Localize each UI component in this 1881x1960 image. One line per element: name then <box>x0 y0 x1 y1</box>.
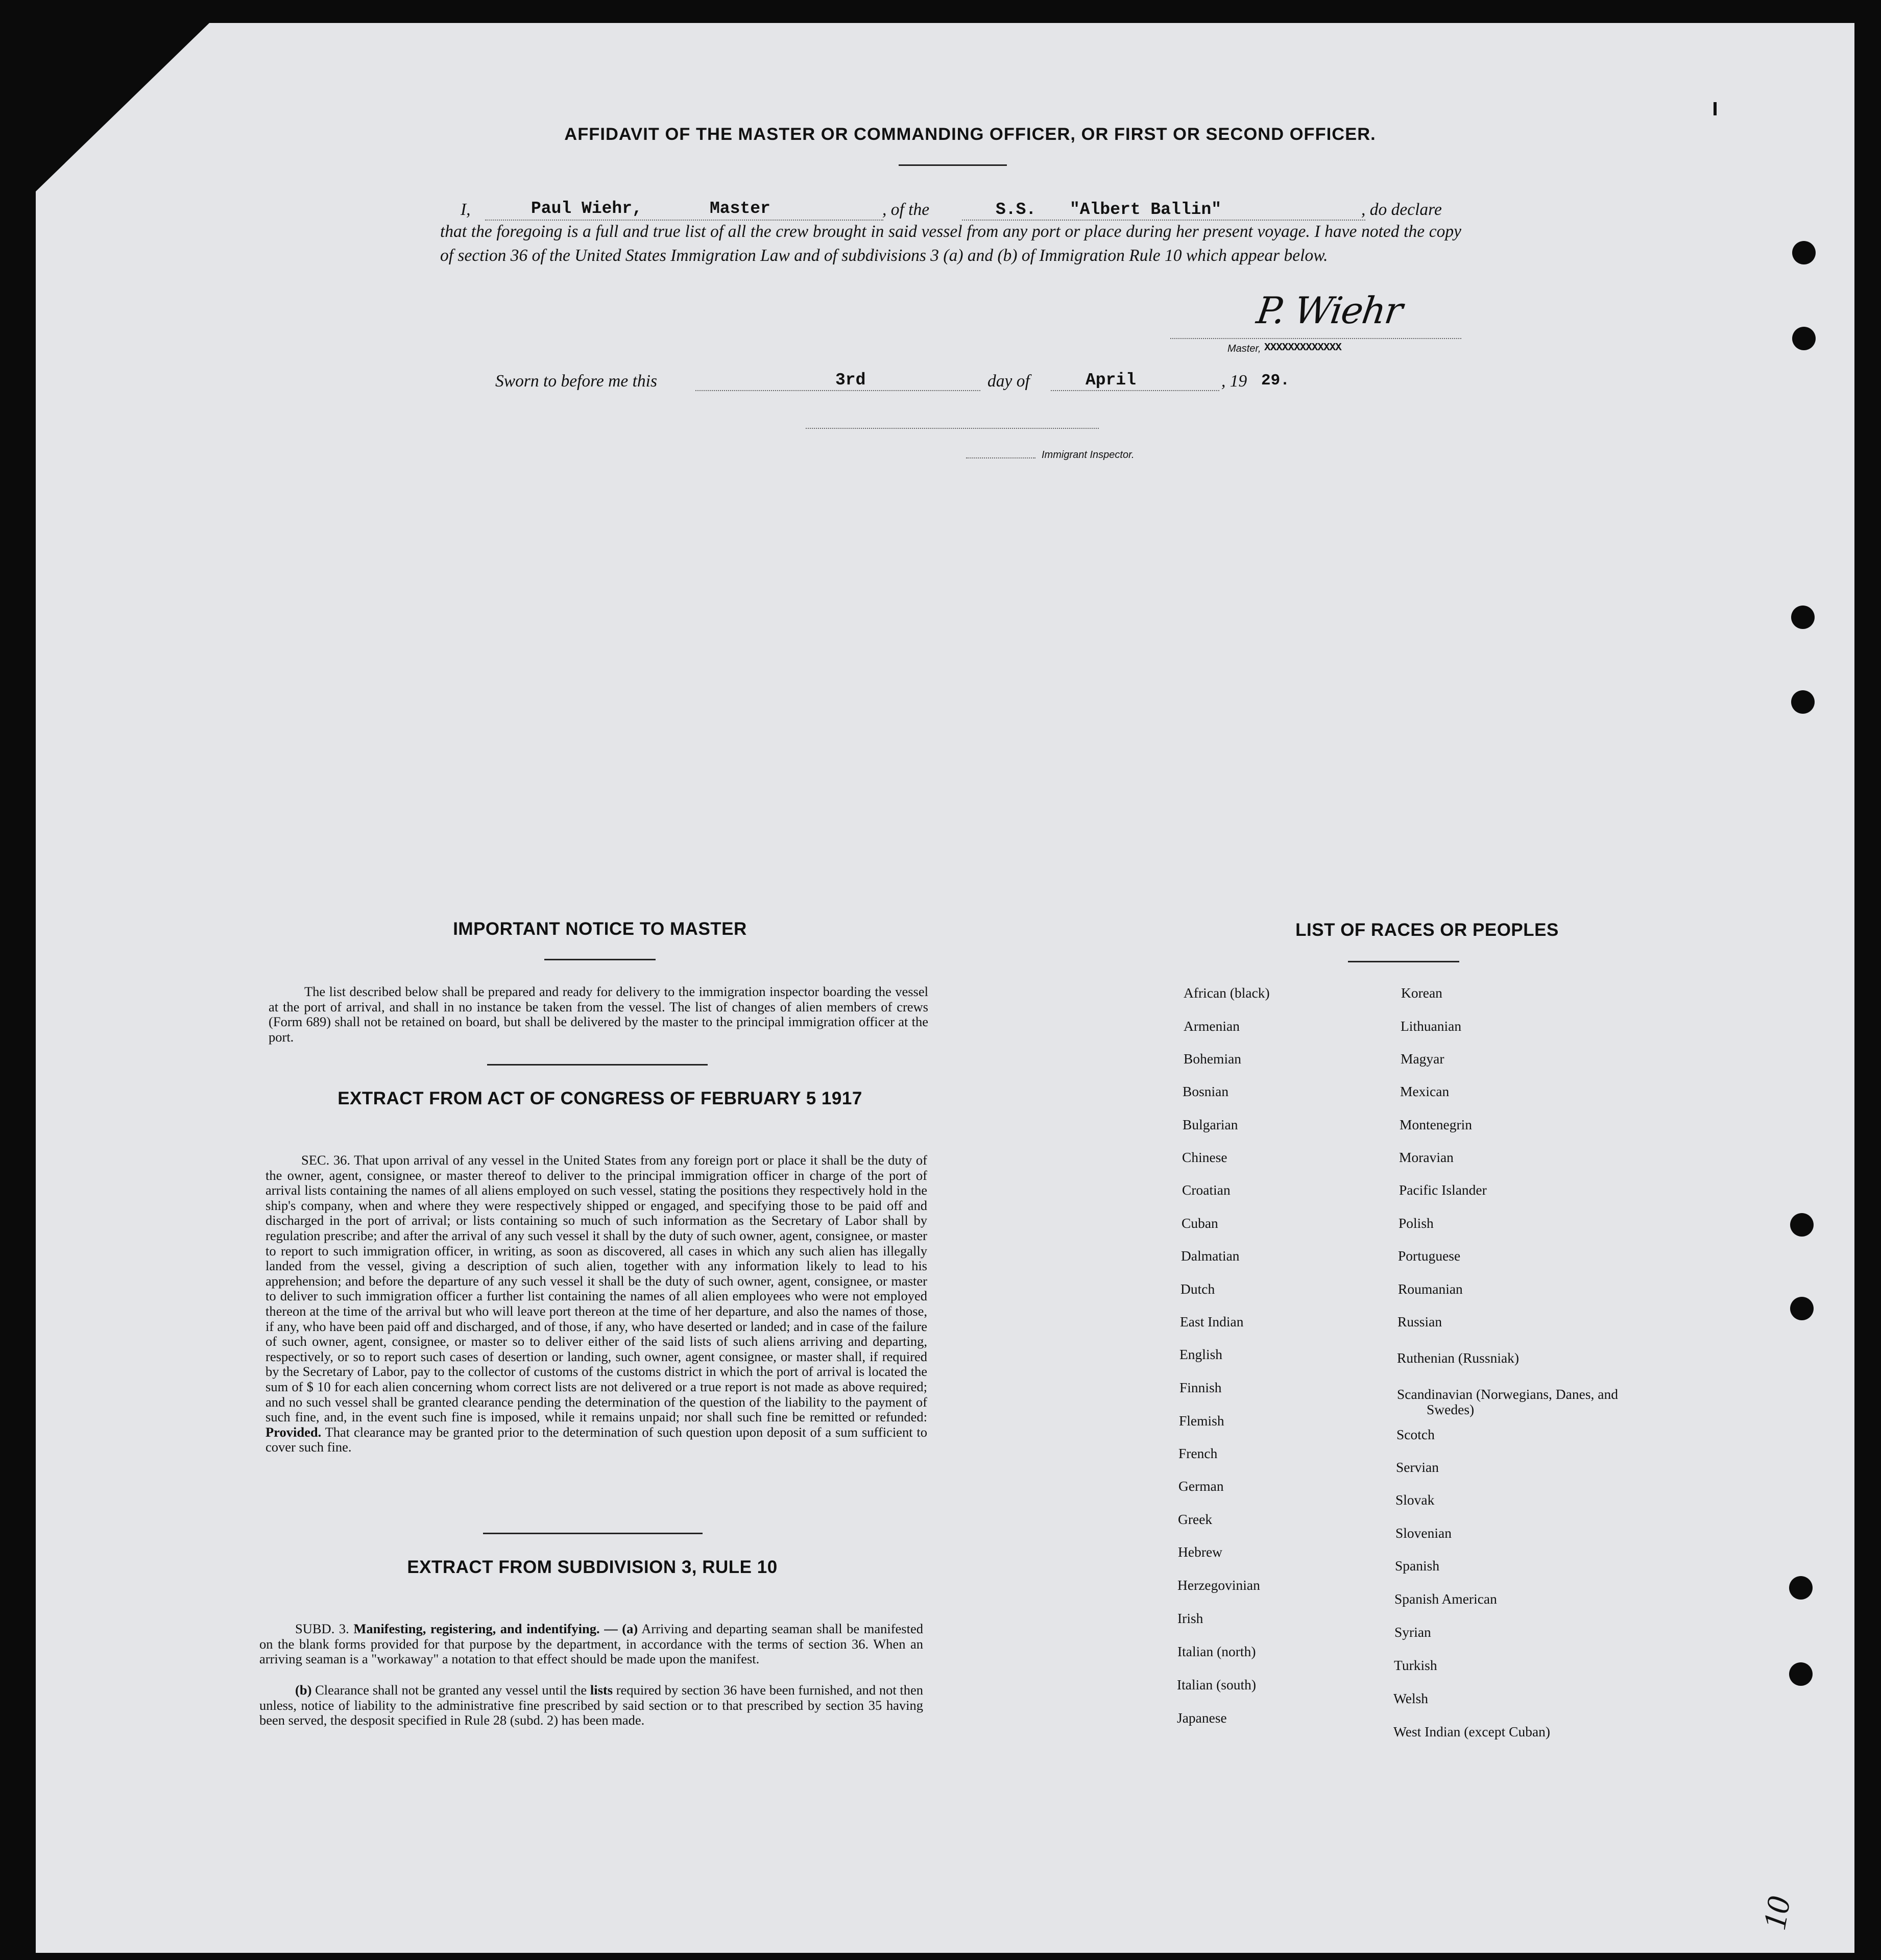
ship-prefix: S.S. <box>996 200 1036 219</box>
race-item: Slovak <box>1395 1492 1435 1508</box>
race-item: Montenegrin <box>1400 1117 1473 1132</box>
race-item: Turkish <box>1394 1657 1437 1673</box>
race-item: Japanese <box>1177 1710 1227 1726</box>
inspector-line-short <box>966 457 1035 458</box>
punch-hole <box>1791 606 1815 629</box>
punch-hole <box>1792 327 1816 350</box>
race-item: Bohemian <box>1184 1051 1242 1067</box>
sworn-year: 29. <box>1261 372 1290 390</box>
race-item: Mexican <box>1400 1083 1450 1099</box>
sworn-day-line <box>695 390 980 391</box>
sworn-label: Sworn to before me this <box>495 372 657 391</box>
race-item: Irish <box>1177 1610 1203 1626</box>
margin-mark: 10 <box>1755 1894 1798 1932</box>
punch-hole <box>1789 1662 1813 1686</box>
rule-subd-b <box>259 1683 923 1728</box>
race-item: Servian <box>1396 1459 1439 1475</box>
do-declare-label: , do declare <box>1361 200 1442 219</box>
race-item: Dutch <box>1180 1281 1215 1297</box>
punch-hole <box>1789 1576 1813 1600</box>
punch-hole <box>1792 241 1816 264</box>
race-item: Korean <box>1401 985 1442 1001</box>
inspector-line <box>806 428 1099 429</box>
race-item: Ruthenian (Russniak) <box>1397 1350 1520 1366</box>
race-item: Bosnian <box>1183 1083 1229 1099</box>
race-item: Chinese <box>1182 1149 1227 1165</box>
rule-title: EXTRACT FROM SUBDIVISION 3, RULE 10 <box>407 1557 778 1577</box>
sworn-day: 3rd <box>835 371 866 390</box>
sworn-month: April <box>1086 371 1137 390</box>
master-signature: P. Wiehr <box>1254 289 1405 332</box>
notice-text: The list described below shall be prepared and ready for delivery to the immigration inspector boarding the vessel at the port of arrival, and shall in no instance be taken from the vessel. The list of changes of alien members of crews (Form 689) shall not be retained on board, but shall be delivered by the master to the principal immigration officer at the port. <box>269 984 928 1045</box>
race-item: Flemish <box>1179 1413 1224 1429</box>
race-item: Scotch <box>1396 1426 1435 1442</box>
master-rank: Master <box>710 199 770 218</box>
races-rule <box>1348 961 1459 962</box>
day-of-label: day of <box>987 372 1030 391</box>
notice-rule <box>544 959 656 960</box>
race-item: East Indian <box>1180 1314 1244 1329</box>
race-item: Cuban <box>1181 1215 1218 1231</box>
subd-a-text: Arriving and departing seaman shall be manifested on the blank forms provided for that purpose by the department, in accordance with the terms of section 36. When an arriving seaman is a "workaway" a notation to that effect should be made upon the manifest. <box>259 1621 923 1667</box>
title-rule <box>899 164 1007 166</box>
race-item: Russian <box>1397 1314 1442 1329</box>
i-label: I, <box>461 200 471 219</box>
race-item: Finnish <box>1179 1380 1222 1395</box>
notice-divider <box>487 1064 708 1066</box>
race-item: Dalmatian <box>1181 1248 1240 1264</box>
act-provided: Provided. <box>266 1424 322 1440</box>
race-item: Roumanian <box>1398 1281 1463 1297</box>
act-text-after: That clearance may be granted prior to the determination of such question upon deposit of a sum sufficient to cover such fine. <box>266 1424 927 1455</box>
race-item: West Indian (except Cuban) <box>1393 1724 1551 1739</box>
race-item: Magyar <box>1401 1051 1444 1067</box>
race-item: English <box>1179 1346 1223 1362</box>
race-item: Italian (south) <box>1177 1677 1257 1692</box>
punch-hole <box>1791 690 1815 714</box>
race-item: Greek <box>1178 1511 1213 1527</box>
race-item: Syrian <box>1394 1624 1431 1640</box>
subd-a-label: (a) <box>622 1621 638 1636</box>
of-the-label: , of the <box>882 200 930 219</box>
act-title: EXTRACT FROM ACT OF CONGRESS OF FEBRUARY 5 1917 <box>337 1088 862 1108</box>
race-item: Italian (north) <box>1177 1643 1256 1659</box>
subd-dash: — <box>604 1621 618 1636</box>
race-item: Portuguese <box>1398 1248 1461 1264</box>
master-name: Paul Wiehr, <box>531 199 642 218</box>
subd-b-text-2: required by section 36 have been furnished, and not then unless, notice of liability to the administrative fine prescribed by said section or to that prescribed by section 35 having been served, the desposit specified in Rule 28 (subd. 2) has been made. <box>259 1682 924 1728</box>
race-item: Bulgarian <box>1183 1117 1238 1132</box>
race-item: Moravian <box>1399 1149 1454 1165</box>
race-item: Spanish <box>1395 1558 1440 1574</box>
signature-line <box>1170 338 1461 339</box>
year-prefix: , 19 <box>1221 372 1247 391</box>
act-divider <box>483 1533 703 1534</box>
act-section-36 <box>266 1153 927 1455</box>
race-item: Pacific Islander <box>1399 1182 1487 1198</box>
affidavit-title: AFFIDAVIT OF THE MASTER OR COMMANDING OFFICER, OR FIRST OR SECOND OFFICER. <box>564 125 1376 144</box>
race-item: Welsh <box>1393 1690 1429 1706</box>
subd-b-text-1: Clearance shall not be granted any vessel until the <box>315 1682 587 1698</box>
race-item: Polish <box>1398 1215 1434 1231</box>
race-item: Lithuanian <box>1401 1018 1462 1034</box>
race-item: German <box>1178 1478 1224 1494</box>
race-item: Hebrew <box>1178 1544 1223 1560</box>
race-item: Spanish American <box>1394 1591 1497 1607</box>
subd-label: SUBD. 3. <box>295 1621 349 1636</box>
subd-b-label: (b) <box>295 1682 312 1698</box>
signature-overtyped: XXXXXXXXXXXXX <box>1264 342 1341 354</box>
inspector-caption: Immigrant Inspector. <box>1042 449 1135 461</box>
affidavit-body: that the foregoing is a full and true list of all the crew brought in said vessel from any port or place during her present voyage. I have noted the copy of section 36 of the United States Immigration Law and of subdivisions 3 (a) and (b) of Immigration Rule 10 which appear below. <box>440 222 1461 265</box>
race-item: Herzegovinian <box>1177 1577 1260 1593</box>
punch-hole <box>1790 1297 1814 1320</box>
races-title: LIST OF RACES OR PEOPLES <box>1295 920 1559 940</box>
punch-hole <box>1790 1213 1814 1237</box>
race-item: Scandinavian (Norwegians, Danes, and Swedes) <box>1397 1386 1618 1417</box>
subd-heading: Manifesting, registering, and indentifying. <box>353 1621 600 1636</box>
race-item: African (black) <box>1184 985 1270 1001</box>
race-item: Croatian <box>1182 1182 1231 1198</box>
ship-name: "Albert Ballin" <box>1070 200 1222 219</box>
sworn-month-line <box>1051 390 1219 391</box>
act-text-before: SEC. 36. That upon arrival of any vessel in the United States from any foreign port or place it shall be the duty of the owner, agent, consignee, or master thereof to deliver to the principal immigration officer in charge of the port of arrival lists containing the names of all aliens employed on such vessel, stating the positions they respectively hold in the ship's company, when and where they were respectively shipped or engaged, and specifying those to be paid off and discharged in the port of arrival; or lists containing so much of such information as the Secretary of Labor shall by regulation prescribe; and after the arrival of any such vessel it shall by the duty of such owner, agent, consignee, or master to report to such immigration officer, in writing, as soon as discovered, all cases in which any such alien has illegally landed from the vessel, giving a description of such alien, together with any information likely to lead to his apprehension; and before the departure of any such vessel it shall be the duty of such owner, agent, consignee, or master to deliver to such immigration officer a further list containing the names of all alien employees who were not employed thereon at the time of the arrival but who will leave port thereon at the time of her departure, and also the names of those, if any, who have been paid off and discharged, and of those, if any, who have deserted or landed; and in case of the failure of such owner, agent, consignee, or master so to deliver either of the said lists of such aliens arriving and departing, respectively, or so to report such cases of desertion or landing, such owner, agent consignee, or master shall, if required by the Secretary of Labor, pay to the collector of customs of the customs district in which the port of arrival is located the sum of $ 10 for each alien concerning whom correct lists are not delivered or a true report is not made as above required; and no such vessel shall be granted clearance pending the determination of the question of the liability to the payment of such fine, and, in the event such fine is imposed, while it remains unpaid; nor shall such fine be remitted or refunded: <box>266 1152 927 1425</box>
race-item: Armenian <box>1184 1018 1240 1034</box>
race-item: French <box>1178 1445 1218 1461</box>
subd-b-lists: lists <box>590 1682 613 1698</box>
binder-mark <box>1714 102 1717 115</box>
race-item: Slovenian <box>1395 1525 1452 1541</box>
signature-caption: Master, <box>1227 343 1261 354</box>
rule-subd-a <box>259 1622 923 1667</box>
notice-title: IMPORTANT NOTICE TO MASTER <box>453 919 747 939</box>
